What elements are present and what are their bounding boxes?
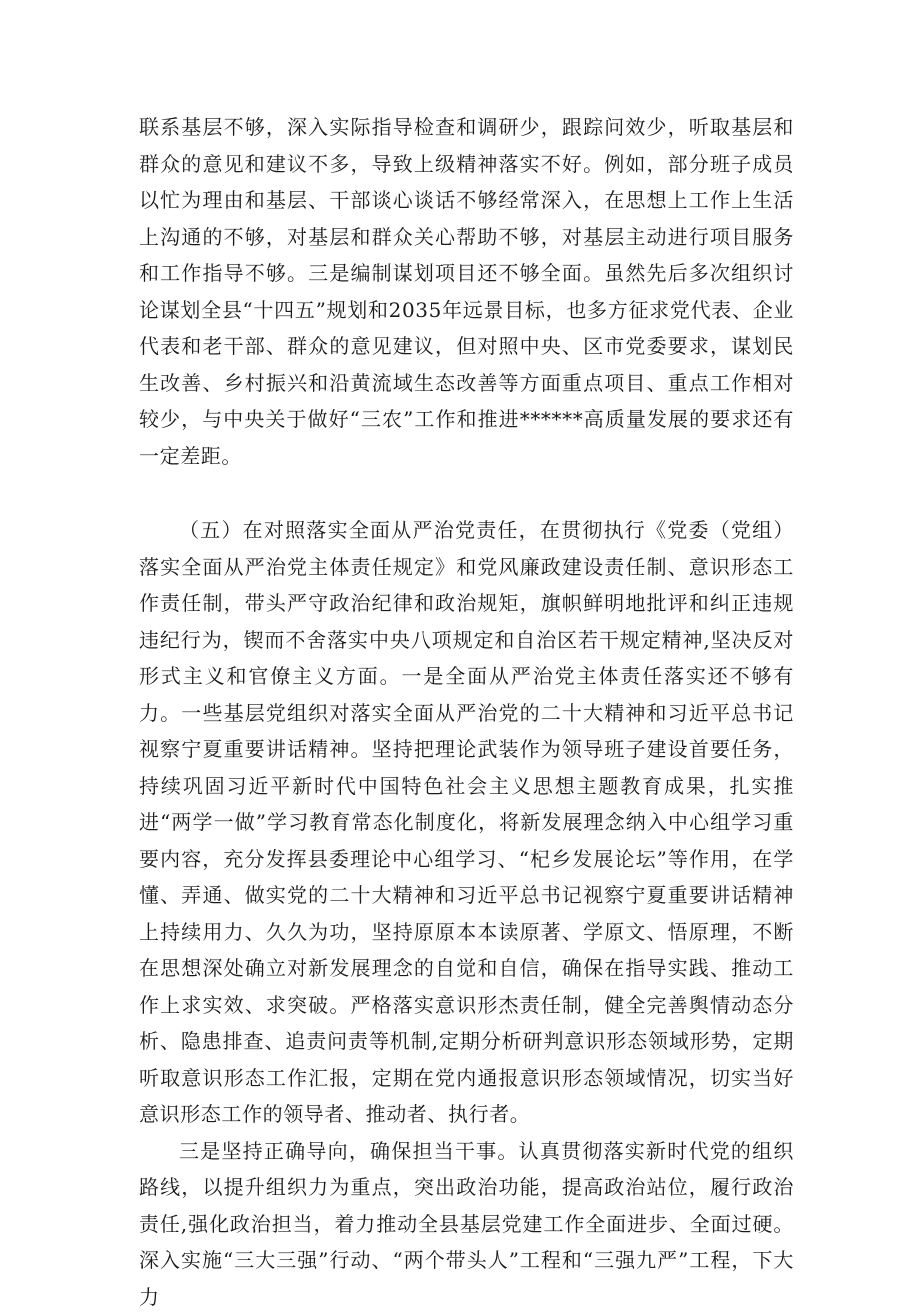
paragraph-3: 三是坚持正确导向，确保担当干事。认真贯彻落实新时代党的组织路线，以提升组织力为重点，突出政治功能，提高政治站位，履行政治责任,强化政治担当，着力推动全县基层党建工作全面进步、全面过硬。深入实施“三大三强”行动、“两个带头人”工程和“三强九严”工程，下大力	[139, 1133, 794, 1315]
paragraph-gap	[139, 474, 794, 512]
paragraph-1: 联系基层不够，深入实际指导检查和调研少，跟踪问效少，听取基层和群众的意见和建议不多，导致上级精神落实不好。例如，部分班子成员以忙为理由和基层、干部谈心谈话不够经常深入，在思想上工作上生活上沟通的不够，对基层和群众关心帮助不够，对基层主动进行项目服务和工作指导不够。三是编制谋划项目还不够全面。虽然先后多次组织讨论谋划全县“十四五”规划和2035年远景目标，也多方征求党代表、企业代表和老干部、群众的意见建议，但对照中央、区市党委要求，谋划民生改善、乡村振兴和沿黄流域生态改善等方面重点项目、重点工作相对较少，与中央关于做好“三农”工作和推进******高质量发展的要求还有一定差距。	[139, 109, 794, 474]
document-body	[139, 109, 794, 1315]
paragraph-2: （五）在对照落实全面从严治党责任，在贯彻执行《党委（党组）落实全面从严治党主体责任规定》和党风廉政建设责任制、意识形态工作责任制，带头严守政治纪律和政治规矩，旗帜鲜明地批评和纠正违规违纪行为，锲而不舍落实中央八项规定和自治区若干规定精神,坚决反对形式主义和官僚主义方面。一是全面从严治党主体责任落实还不够有力。一些基层党组织对落实全面从严治党的二十大精神和习近平总书记视察宁夏重要讲话精神。坚持把理论武装作为领导班子建设首要任务，持续巩固习近平新时代中国特色社会主义思想主题教育成果，扎实推进“两学一做”学习教育常态化制度化，将新发展理念纳入中心组学习重要内容，充分发挥县委理论中心组学习、“杞乡发展论坛”等作用，在学懂、弄通、做实党的二十大精神和习近平总书记视察宁夏重要讲话精神上持续用力、久久为功，坚持原原本本读原著、学原文、悟原理，不断在思想深处确立对新发展理念的自觉和自信，确保在指导实践、推动工作上求实效、求突破。严格落实意识形杰责任制，健全完善舆情动态分析、隐患排查、追责问责等机制,定期分析研判意识形态领域形势，定期听取意识形态工作汇报，定期在党内通报意识形态领域情况，切实当好意识形态工作的领导者、推动者、执行者。	[139, 512, 794, 1133]
